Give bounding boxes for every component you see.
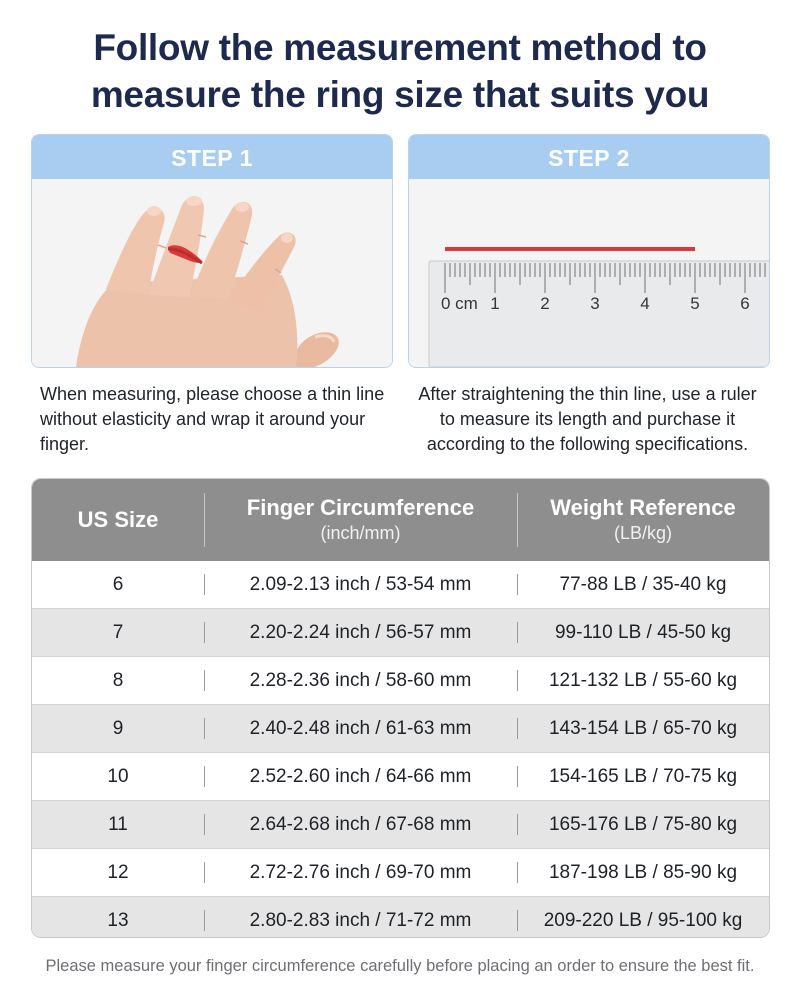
table-row — [32, 656, 769, 704]
title-line-1: Follow the measurement method to — [93, 27, 707, 68]
row-divider — [517, 766, 518, 787]
ring-size-table — [31, 478, 770, 938]
table-row — [32, 800, 769, 848]
size-cell: 12 — [107, 861, 129, 883]
circumference-cell: 2.28-2.36 inch / 58-60 mm — [249, 669, 472, 691]
title-line-2: measure the ring size that suits you — [90, 74, 710, 115]
hand-with-string-illustration — [32, 179, 392, 367]
ruler-label: 4 — [640, 294, 650, 313]
ruler-label: 1 — [490, 294, 500, 313]
ruler-label: 0 cm — [441, 294, 478, 313]
row-divider — [517, 862, 518, 883]
page-title — [0, 24, 800, 118]
weight-cell: 143-154 LB / 65-70 kg — [548, 717, 738, 739]
row-divider — [204, 910, 205, 931]
size-cell: 11 — [108, 813, 128, 835]
step-1-panel — [31, 134, 393, 368]
step-2-caption: After straightening the thin line, use a ruler to measure its length and purchase it according to the following specifications. — [418, 384, 757, 454]
header-finger-circumference-label: Finger Circumference — [246, 495, 475, 520]
header-finger-circumference — [204, 479, 517, 561]
size-cell: 13 — [107, 909, 129, 931]
row-divider — [204, 862, 205, 883]
table-row — [32, 704, 769, 752]
row-divider — [517, 622, 518, 643]
step-2-header: STEP 2 — [409, 135, 769, 179]
circumference-cell: 2.64-2.68 inch / 67-68 mm — [249, 813, 472, 835]
weight-cell: 99-110 LB / 45-50 kg — [554, 621, 732, 643]
circumference-cell: 2.72-2.76 inch / 69-70 mm — [249, 861, 472, 883]
row-divider — [517, 814, 518, 835]
size-cell: 6 — [112, 573, 124, 595]
table-row — [32, 561, 769, 608]
row-divider — [204, 814, 205, 835]
circumference-cell: 2.40-2.48 inch / 61-63 mm — [249, 717, 472, 739]
weight-cell: 154-165 LB / 70-75 kg — [548, 765, 738, 787]
weight-cell: 121-132 LB / 55-60 kg — [548, 669, 738, 691]
table-row — [32, 608, 769, 656]
header-finger-circumference-unit: (inch/mm) — [320, 523, 401, 543]
table-row — [32, 752, 769, 800]
circumference-cell: 2.09-2.13 inch / 53-54 mm — [249, 573, 472, 595]
header-us-size — [32, 479, 204, 561]
ruler-label: 5 — [690, 294, 700, 313]
header-divider — [517, 493, 518, 547]
weight-cell: 187-198 LB / 85-90 kg — [548, 861, 738, 883]
weight-cell: 165-176 LB / 75-80 kg — [548, 813, 738, 835]
table-row — [32, 848, 769, 896]
row-divider — [517, 718, 518, 739]
weight-cell: 209-220 LB / 95-100 kg — [543, 909, 743, 931]
step-2-panel — [408, 134, 770, 368]
size-cell: 7 — [112, 621, 124, 643]
circumference-cell: 2.52-2.60 inch / 64-66 mm — [249, 765, 472, 787]
row-divider — [204, 718, 205, 739]
row-divider — [204, 766, 205, 787]
step-1-caption: When measuring, please choose a thin line without elasticity and wrap it around your finger. — [40, 384, 385, 454]
row-divider — [204, 622, 205, 643]
size-cell: 9 — [112, 717, 124, 739]
row-divider — [204, 670, 205, 691]
header-weight-reference-unit: (LB/kg) — [613, 523, 673, 543]
weight-cell: 77-88 LB / 35-40 kg — [559, 573, 727, 595]
header-divider — [204, 493, 205, 547]
size-cell: 8 — [112, 669, 124, 691]
table-row — [32, 896, 769, 938]
ruler-label: 6 — [740, 294, 750, 313]
row-divider — [517, 910, 518, 931]
size-cell: 10 — [107, 765, 129, 787]
ruler-label: 3 — [590, 294, 600, 313]
header-weight-reference-label: Weight Reference — [550, 495, 736, 520]
table-header — [32, 479, 769, 561]
circumference-cell: 2.20-2.24 inch / 56-57 mm — [249, 621, 472, 643]
step-1-header: STEP 1 — [32, 135, 392, 179]
row-divider — [517, 574, 518, 595]
row-divider — [204, 574, 205, 595]
table-body — [32, 561, 769, 938]
header-weight-reference — [517, 479, 769, 561]
footer-note: Please measure your finger circumference carefully before placing an order to ensure the best fit. — [45, 957, 755, 975]
row-divider — [517, 670, 518, 691]
ruler-illustration — [409, 179, 769, 367]
circumference-cell: 2.80-2.83 inch / 71-72 mm — [249, 909, 472, 931]
ruler-label: 2 — [540, 294, 550, 313]
header-us-size-label: US Size — [77, 507, 159, 532]
